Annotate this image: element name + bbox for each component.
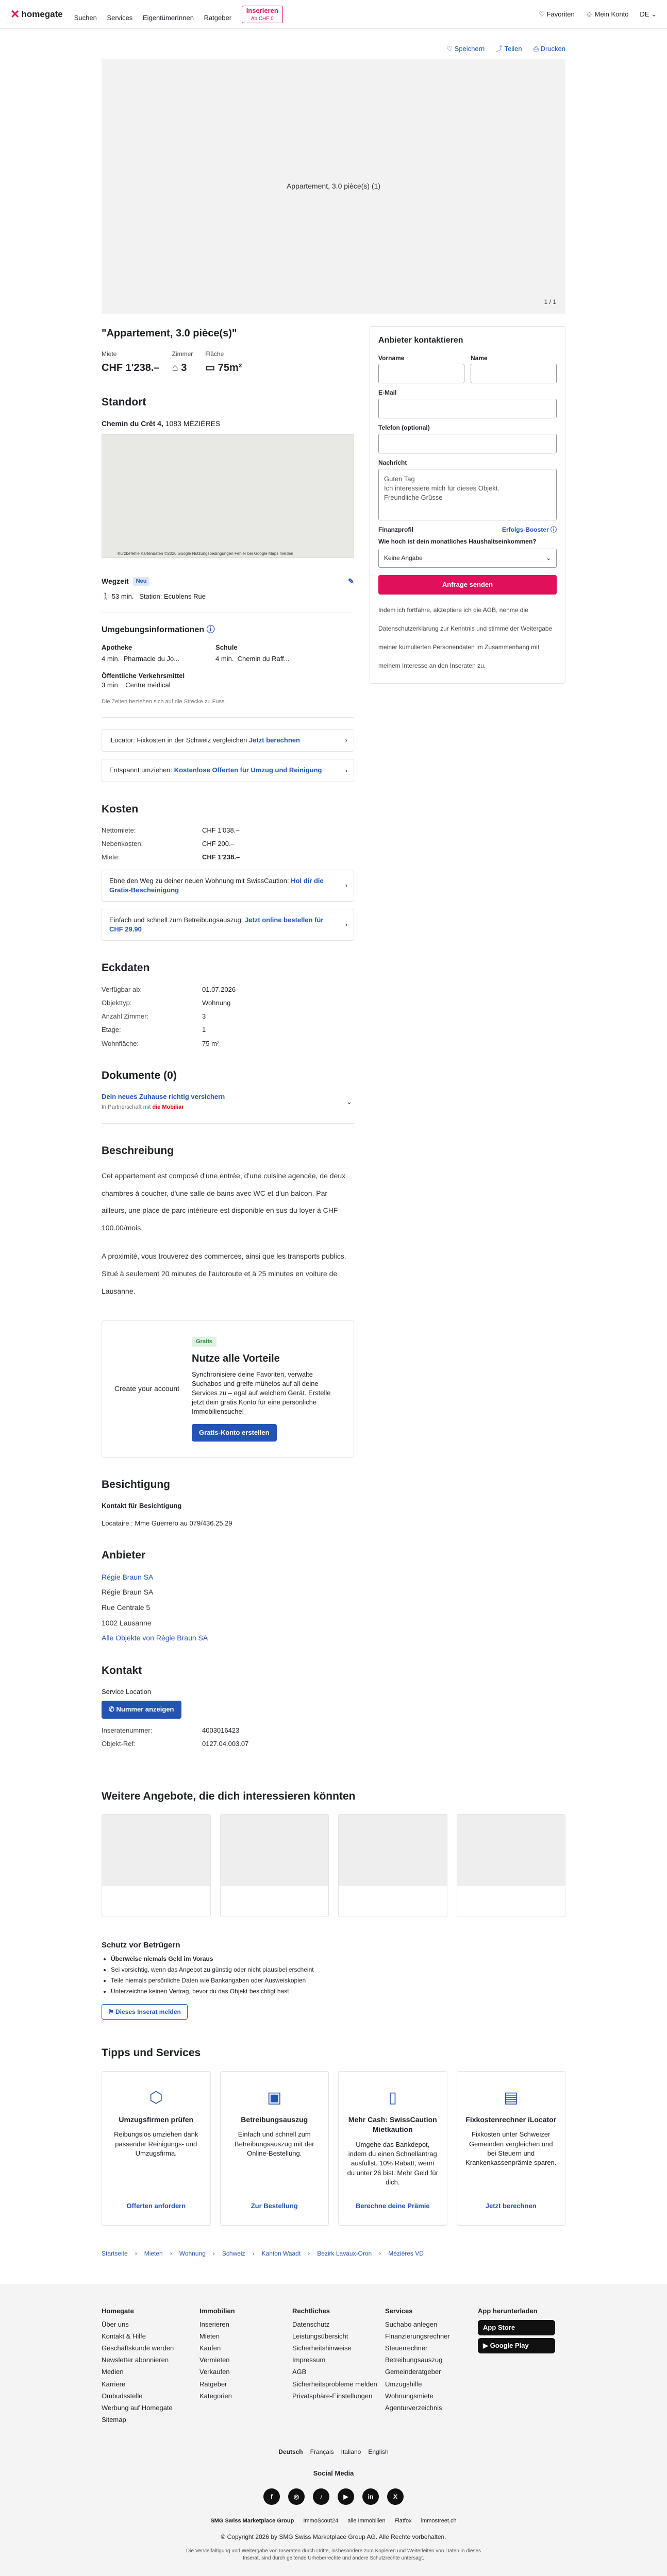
mobiliar-logo: die Mobiliar: [152, 1104, 184, 1111]
chevron-right-icon: ›: [345, 921, 347, 929]
costs-table: Nettomiete: CHF 1'038.– Nebenkosten: CHF 200.– Miete: CHF 1'238.–: [102, 826, 240, 861]
legal-text: Indem ich fortfahre, akzeptiere ich die AGB, nehme die Datenschutzerklärung zur Kenntnis und stimme der Weitergabe meiner kumulierten Personendaten im Zusammenhang mit meinem Interesse an den Inseraten zu.: [378, 606, 553, 670]
info-icon[interactable]: ⓘ: [206, 625, 215, 634]
contact-form: Anbieter kontaktieren Vorname Name E-Mail Telefon (optional) Nachricht Guten Tag Ich interessiere mich für dieses Objekt. Freundliche Grüsse Finanzprofil Erfolgs-Booster ⓘ Wie hoch ist dein monatliches Haushaltseinkommen? Keine Angabe ⌄ Anfrage senden Indem ich fortfahre, akzeptiere ich die AGB, nehme die Datenschutzerklärung zur Kenntnis und stimme der Weitergabe meiner kumulierten Personendaten im Zusammenhang mit meinem Interesse an den Inseraten zu.: [370, 326, 565, 684]
costs-heading: Kosten: [102, 803, 139, 815]
show-number-button[interactable]: ✆ Nummer anzeigen: [102, 1701, 181, 1718]
tips-heading: Tipps und Services: [102, 2047, 201, 2059]
image-gallery[interactable]: [102, 59, 565, 314]
chevron-down-icon: ⌄: [545, 554, 551, 562]
tiktok-icon[interactable]: ♪: [313, 2488, 329, 2505]
site-footer: Homegate Über uns Kontakt & Hilfe Geschäftskunde werden Newsletter abonnieren Medien Karriere Ombudsstelle Werbung auf Homegate Sitemap Immobilien Inserieren Mieten Kaufen Vermieten Verkaufen Ratgeber Kategorien Rechtliches Datenschutz Leistungsübersicht Sicherheitshinweise Impressum AGB Sicherheitsprobleme melden Privatsphäre-Einstellungen Services Suchabo anlegen Finanzierungsrechner Steuerrechner Betreibungsauszug Gemeinderatgeber Umzugshilfe Wohnungsmiete Agenturverzeichnis App herunterladen App Store ▶ Google Play Deutsch Français Italiano English Social Media f ◎ ♪ ▶ in X SMG Swiss Marketplace Group ImmoScout24 alle Immobilien Flatfox immostreet.ch © Copyright 2026 by SMG Swiss Marketplace Group AG. Alle Rechte vorbehalten. Die Vervielfältigung und Weitergabe von Inseraten durch Dritte, insbesondere zum Kopieren und Weiterleiten von Daten in dieses Inserat, sind durch geltende Urheberrechte und andere Schutzrechte untersagt.: [0, 2284, 667, 2576]
booster-link[interactable]: Erfolgs-Booster ⓘ: [502, 526, 557, 533]
google-play-button[interactable]: ▶ Google Play: [478, 2338, 555, 2353]
income-select[interactable]: Keine Angabe ⌄: [378, 549, 557, 568]
email-input[interactable]: [378, 399, 557, 418]
listing-actions: [102, 29, 565, 59]
account-benefits-card: Create your account Gratis Nutze alle Vorteile Synchronisiere deine Favoriten, verwalte Suchabos und greife mühelos auf all deine Services zu – egal auf welchem Gerät. Erstelle jetzt dein gratis Konto für eine persönliche Immobiliensuche! Gratis-Konto erstellen: [102, 1320, 354, 1458]
promo-debt-extract[interactable]: Einfach und schnell zum Betreibungsauszug: Jetzt online bestellen für CHF 29.90 ›: [102, 909, 354, 941]
offer-card[interactable]: [102, 1814, 211, 1917]
main-nav: [74, 6, 291, 24]
user-icon: ☺: [586, 10, 595, 18]
document-icon: ▯: [388, 2089, 397, 2106]
facts-heading: Eckdaten: [102, 962, 150, 974]
account-link[interactable]: ☺ Mein Konto: [586, 10, 629, 18]
chevron-down-icon: ⌄: [346, 1098, 352, 1106]
box-icon: ⬡: [149, 2089, 163, 2106]
nav-owners[interactable]: EigentümerInnen: [142, 14, 194, 22]
chevron-right-icon: ›: [345, 881, 347, 889]
fraud-protection: Schutz vor Betrügern • Überweise niemals Geld im Voraus • Sei vorsichtig, wenn das Angebot zu günstig oder nicht plausibel erscheint • Teile niemals persönliche Daten wie Bankangaben oder Ausweiskopien • Unterzeichne keinen Vertrag, bevor du das Objekt besichtigt hast ⚑ Dieses Inserat melden: [102, 1940, 354, 2020]
share-button[interactable]: ⤴ Teilen: [496, 45, 522, 53]
tip-card-debt[interactable]: ▣ Betreibungsauszug Einfach und schnell zum Betreibungsauszug mit der Online-Bestellung. Zur Bestellung: [220, 2071, 329, 2226]
save-button[interactable]: ♡ Speichern: [446, 45, 485, 53]
agency-link[interactable]: Régie Braun SA: [102, 1572, 154, 1581]
offer-card[interactable]: [457, 1814, 566, 1917]
location-heading: Standort: [102, 396, 146, 408]
address: Chemin du Crêt 4, 1083 MÉZIÈRES: [102, 419, 221, 428]
all-listings-link[interactable]: Alle Objekte von Régie Braun SA: [102, 1634, 208, 1642]
nav-services[interactable]: Services: [107, 14, 133, 22]
homegate-logo[interactable]: ✕ homegate: [10, 7, 63, 23]
listing-title: "Appartement, 3.0 pièce(s)": [102, 328, 237, 340]
agency-info: Régie Braun SA Régie Braun SA Rue Centrale 5 1002 Lausanne Alle Objekte von Régie Braun SA: [102, 1572, 208, 1642]
image-alt-text: Appartement, 3.0 pièce(s) (1): [286, 181, 381, 190]
heart-icon: ♡: [446, 45, 455, 53]
offers-carousel: [102, 1814, 565, 1917]
language-switch: Deutsch Français Italiano English: [278, 2448, 389, 2456]
area-icon: ▭: [205, 362, 218, 374]
map-attribution: Kurzbefehle Kartendaten ©2026 Google Nutzungsbedingungen Fehler bei Google Maps melden: [118, 551, 293, 556]
print-icon: ⎙: [533, 45, 541, 53]
instagram-icon[interactable]: ◎: [288, 2488, 305, 2505]
offer-card[interactable]: [220, 1814, 329, 1917]
offer-card[interactable]: [338, 1814, 447, 1917]
certificate-icon: ▣: [267, 2089, 282, 2106]
visit-heading: Besichtigung: [102, 1478, 171, 1490]
description-heading: Beschreibung: [102, 1144, 174, 1157]
promo-ilocator[interactable]: iLocator: Fixkosten in der Schweiz vergleichen Jetzt berechnen ›: [102, 729, 354, 752]
print-button[interactable]: ⎙ Drucken: [533, 45, 565, 53]
env-heading: Umgebungsinformationen ⓘ: [102, 625, 215, 634]
share-icon: ⤴: [496, 45, 505, 53]
group-brands: SMG Swiss Marketplace Group ImmoScout24 alle Immobilien Flatfox immostreet.ch: [210, 2518, 457, 2524]
location-map[interactable]: [102, 434, 354, 558]
offers-heading: Weitere Angebote, die dich interessieren könnten: [102, 1790, 356, 1802]
gratis-badge: Gratis: [192, 1337, 216, 1347]
key-values: Miete CHF 1'238.– Zimmer ⌂ 3 Fläche ▭ 75m²: [102, 350, 354, 375]
create-account-button[interactable]: Gratis-Konto erstellen: [192, 1424, 277, 1442]
insert-button[interactable]: Inserieren Ab CHF 0: [242, 6, 283, 24]
map-icon: ▤: [504, 2089, 519, 2106]
agency-heading: Anbieter: [102, 1549, 146, 1562]
phone-input[interactable]: [378, 434, 557, 453]
chevron-right-icon: ›: [345, 766, 347, 774]
lastname-input[interactable]: [471, 364, 557, 383]
heart-icon: ♡: [539, 10, 547, 18]
nav-search[interactable]: Suchen: [74, 14, 97, 22]
send-request-button[interactable]: Anfrage senden: [378, 575, 557, 595]
walk-icon: 🚶: [102, 592, 112, 600]
phone-icon: ✆: [109, 1705, 116, 1714]
nav-guide[interactable]: Ratgeber: [204, 14, 232, 22]
language-select[interactable]: DE ⌄: [640, 10, 657, 18]
tip-card-caution[interactable]: ▯ Mehr Cash: SwissCaution Mietkaution Umgehe das Bankdepot, indem du einen Schnellantrag ausfüllst. 10% Rabatt, wenn du unter 26 bist. Mehr Geld für dich. Berechne deine Prämie: [338, 2071, 447, 2226]
contact-heading: Kontakt: [102, 1664, 142, 1676]
play-icon: ▶: [483, 2341, 490, 2349]
tip-card-moving[interactable]: ⬡ Umzugsfirmen prüfen Reibungslos umziehen dank passender Reinigungs- und Umzugsfirma. Offerten anfordern: [102, 2071, 211, 2226]
rooms-icon: ⌂: [172, 362, 181, 374]
new-badge: Neu: [133, 577, 150, 586]
tip-card-ilocator[interactable]: ▤ Fixkostenrechner iLocator Fixkosten unter Schweizer Gemeinden vergleichen und bei Steuern und Krankenkassenprämie sparen. Jetzt berechnen: [457, 2071, 566, 2226]
travel-time: Wegzeit Neu ✎: [102, 577, 354, 587]
edit-icon[interactable]: ✎: [348, 577, 354, 585]
description-text: Cet appartement est composé d'une entrée, d'une cuisine agencée, de deux chambres à coucher, d'une salle de bains avec WC et d'un balcon. Par ailleurs, une place de parc intérieure est disponible en sus du loyer à CHF 100.00/mois. A proximité, vous trouverez des commerces, ainsi que les transports publics. Situé à seulement 20 minutes de l'autoroute et à 25 minutes en voiture de Lausanne.: [102, 1172, 346, 1295]
facebook-icon[interactable]: f: [263, 2488, 280, 2505]
mobiliar-box[interactable]: Dein neues Zuhause richtig versichern In Partnerschaft mit die Mobiliar ⌄: [102, 1093, 352, 1111]
flag-icon: ⚑: [108, 2008, 116, 2015]
chevron-right-icon: ›: [345, 736, 347, 744]
documents-heading: Dokumente (0): [102, 1069, 177, 1081]
image-counter: 1 / 1: [544, 298, 556, 306]
firstname-input[interactable]: [378, 364, 464, 383]
promo-moving[interactable]: Entspannt umziehen: Kostenlose Offerten für Umzug und Reinigung ›: [102, 759, 354, 782]
social-links: [102, 2488, 565, 2505]
report-listing-button[interactable]: ⚑ Dieses Inserat melden: [102, 2004, 188, 2020]
site-header: [0, 0, 667, 29]
linkedin-icon[interactable]: in: [362, 2488, 379, 2505]
breadcrumb: Startseite › Mieten › Wohnung › Schweiz › Kanton Waadt › Bezirk Lavaux-Oron › Mézières VD: [102, 2249, 424, 2257]
app-store-button[interactable]: App Store: [478, 2320, 555, 2335]
logo-icon: ✕: [10, 7, 20, 21]
favorites-link[interactable]: ♡ Favoriten: [539, 10, 575, 18]
youtube-icon[interactable]: ▶: [338, 2488, 354, 2505]
tips-grid: [102, 2071, 565, 2226]
x-icon[interactable]: X: [387, 2488, 404, 2505]
facts-table: Verfügbar ab: 01.07.2026 Objekttyp: Wohnung Anzahl Zimmer: 3 Etage: 1 Wohnfläche: 75 m²: [102, 985, 236, 1047]
promo-swisscaution[interactable]: Ebne den Weg zu deiner neuen Wohnung mit SwissCaution: Hol dir die Gratis-Bescheinigung ›: [102, 870, 354, 902]
message-textarea[interactable]: Guten Tag Ich interessiere mich für dieses Objekt. Freundliche Grüsse: [378, 469, 557, 520]
rent-value: CHF 1'238.–: [102, 362, 160, 374]
